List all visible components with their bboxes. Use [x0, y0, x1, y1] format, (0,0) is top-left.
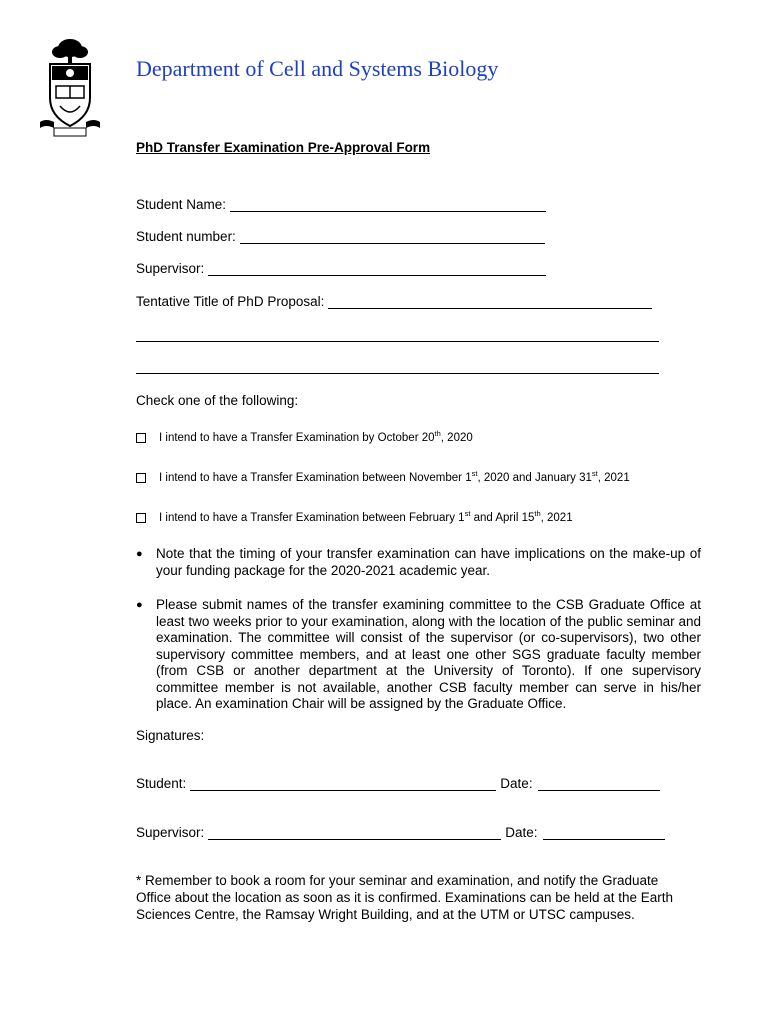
bullet-icon: ● [136, 548, 143, 560]
supervisor-label: Supervisor: [136, 261, 205, 276]
supervisor-field[interactable] [136, 261, 546, 276]
student-date-label: Date: [500, 776, 533, 791]
proposal-title-label: Tentative Title of PhD Proposal: [136, 294, 325, 309]
bullet-icon: ● [136, 599, 143, 611]
student-signature-field[interactable] [136, 776, 660, 791]
option-october-label: I intend to have a Transfer Examination by October 20th, 2020 [159, 429, 473, 444]
university-crest-logo [38, 36, 102, 144]
student-number-field[interactable] [136, 229, 545, 244]
option-nov-jan[interactable] [136, 469, 630, 484]
note-funding [136, 546, 701, 579]
supervisor-date-line[interactable] [543, 825, 665, 840]
student-date-line[interactable] [538, 776, 660, 791]
note-committee [136, 597, 701, 713]
option-feb-apr[interactable] [136, 509, 573, 524]
option-october[interactable] [136, 429, 473, 444]
proposal-title-field[interactable] [136, 294, 652, 309]
student-name-field[interactable] [136, 197, 546, 212]
student-name-line[interactable] [230, 197, 546, 212]
proposal-title-line-3[interactable] [136, 373, 659, 374]
form-title: PhD Transfer Examination Pre-Approval Form [136, 140, 431, 155]
checkbox-october[interactable] [136, 433, 146, 443]
option-feb-apr-label: I intend to have a Transfer Examination between February 1st and April 15th, 2021 [159, 509, 573, 524]
checkbox-nov-jan[interactable] [136, 473, 146, 483]
note-funding-text: Note that the timing of your transfer examination can have implications on the make-up of your funding package for the 2020-2021 academic year. [156, 546, 701, 578]
student-number-label: Student number: [136, 229, 236, 244]
student-signature-label: Student: [136, 776, 187, 791]
supervisor-date-label: Date: [505, 825, 538, 840]
department-title: Department of Cell and Systems Biology [136, 56, 499, 81]
booking-reminder: * Remember to book a room for your seminar and examination, and notify the Graduate Office about the location as soon as it is confirmed. Examinations can be held at the Earth Sciences Centre, the Ramsay Wright Building, and at the UTM or UTSC campuses. [136, 873, 674, 922]
supervisor-signature-field[interactable] [136, 825, 665, 840]
option-nov-jan-label: I intend to have a Transfer Examination between November 1st, 2020 and January 31st, 2021 [159, 469, 630, 484]
note-committee-text: Please submit names of the transfer examining committee to the CSB Graduate Office at least two weeks prior to your examination, along with the location of the public seminar and examination. The committee will consist of the supervisor (or co-supervisors), two other supervisory committee members, and at least one other SGS graduate faculty member (from CSB or another department at the University of Toronto). If one supervisory committee member is not available, another CSB faculty member can serve in his/her place. An examination Chair will be assigned by the Graduate Office. [156, 597, 701, 711]
proposal-title-line-2[interactable] [136, 341, 659, 342]
supervisor-signature-label: Supervisor: [136, 825, 205, 840]
student-name-label: Student Name: [136, 197, 227, 212]
supervisor-line[interactable] [208, 261, 546, 276]
checkbox-feb-apr[interactable] [136, 513, 146, 523]
signatures-heading: Signatures: [136, 728, 205, 743]
supervisor-signature-line[interactable] [208, 825, 501, 840]
student-number-line[interactable] [240, 229, 545, 244]
student-signature-line[interactable] [190, 776, 496, 791]
check-options-heading: Check one of the following: [136, 393, 299, 408]
proposal-title-line[interactable] [328, 294, 652, 309]
